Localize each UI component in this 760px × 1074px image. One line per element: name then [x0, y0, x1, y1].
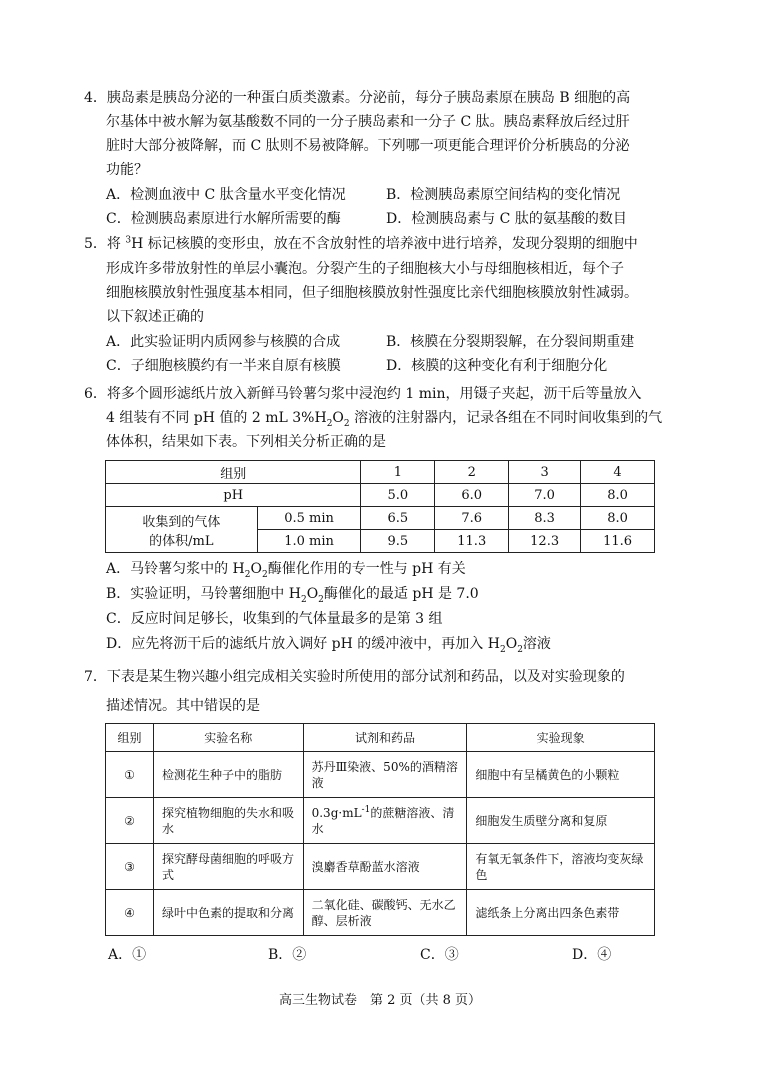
- q5-option-a: A．此实验证明内质网参与核膜的合成: [106, 334, 341, 350]
- table-row: [106, 890, 655, 936]
- header-cell: 实验名称: [153, 724, 303, 752]
- option-text: B．实验证明，马铃薯细胞中 H: [106, 586, 301, 602]
- value-cell: 8.0: [581, 507, 655, 530]
- q5-option-c: C．子细胞核膜约有一半来自原有核膜: [106, 358, 341, 374]
- q4-line-3: 脏时大部分被降解，而 C 肽则不易被降解。下列哪一项更能合理评价分析胰岛的分泌: [106, 138, 630, 154]
- value-cell: 11.6: [581, 530, 655, 553]
- row-number: ④: [106, 890, 154, 936]
- q7-option-a: A．①: [108, 947, 147, 963]
- q4-option-a: A．检测血液中 C 肽含量水平变化情况: [106, 187, 346, 203]
- group-cell: 3: [509, 461, 581, 484]
- q6-option-c: C．反应时间足够长，收集到的气体量最多的是第 3 组: [106, 611, 443, 627]
- reagent-cell: 苏丹Ⅲ染液、50%的酒精溶液: [303, 752, 467, 798]
- q6-line-2: [106, 409, 662, 427]
- row-number: ③: [106, 844, 154, 890]
- q5-option-d: D．核膜的这种变化有利于细胞分化: [386, 358, 608, 374]
- table-row: [106, 507, 655, 530]
- experiment-name: 探究酵母菌细胞的呼吸方式: [153, 844, 303, 890]
- q4-option-c: C．检测胰岛素原进行水解所需要的酶: [106, 211, 341, 227]
- experiment-name: 探究植物细胞的失水和吸水: [153, 798, 303, 844]
- value-cell: 9.5: [361, 530, 435, 553]
- value-cell: 6.5: [361, 507, 435, 530]
- ph-cell: 8.0: [581, 484, 655, 507]
- option-text: O: [505, 636, 518, 652]
- subscript: 2: [343, 418, 350, 429]
- table-row: [106, 752, 655, 798]
- q6-text: 溶液的注射器内，记录各组在不同时间收集到的气: [349, 410, 663, 426]
- reagent-cell: 二氧化硅、碳酸钙、无水乙醇、层析液: [303, 890, 467, 936]
- q6-option-a: [106, 560, 466, 578]
- q6-line-1: 6．将多个圆形滤纸片放入新鲜马铃薯匀浆中浸泡约 1 min，用镊子夹起，沥干后等量放入: [84, 386, 642, 402]
- q6-text: O: [332, 410, 344, 426]
- q5-line-3: 细胞核膜放射性强度基本相同，但子细胞核膜放射性强度比亲代细胞核膜放射性减弱。: [106, 285, 638, 301]
- q7-option-d: D．④: [572, 947, 612, 963]
- ph-cell: 5.0: [361, 484, 435, 507]
- value-cell: 11.3: [435, 530, 509, 553]
- table-row: [106, 798, 655, 844]
- group-cell: 2: [435, 461, 509, 484]
- result-cell: 滤纸条上分离出四条色素带: [467, 890, 655, 936]
- q7-line-1: 7．下表是某生物兴趣小组完成相关实验时所使用的部分试剂和药品，以及对实验现象的: [84, 669, 625, 685]
- time-cell: 1.0 min: [257, 530, 361, 553]
- table-row: [106, 724, 655, 752]
- value-cell: 12.3: [509, 530, 581, 553]
- q5-option-b: B．核膜在分裂期裂解，在分裂间期重建: [386, 334, 635, 350]
- value-cell: 8.3: [509, 507, 581, 530]
- option-text: A．马铃薯匀浆中的 H: [106, 561, 245, 577]
- option-text: 酶催化的最适 pH 是 7.0: [323, 586, 479, 602]
- table-row: [106, 484, 655, 507]
- header-gas-line-2: 的体积/mL: [149, 533, 214, 549]
- header-cell: 组别: [106, 724, 154, 752]
- table-row: [106, 461, 655, 484]
- q5-line-4: 以下叙述正确的: [106, 309, 204, 325]
- experiment-name: 检测花生种子中的脂肪: [153, 752, 303, 798]
- group-cell: 4: [581, 461, 655, 484]
- subscript: 2: [517, 644, 523, 655]
- row-number: ②: [106, 798, 154, 844]
- header-gas-volume: [106, 507, 258, 553]
- value-cell: 7.6: [435, 507, 509, 530]
- ph-cell: 6.0: [435, 484, 509, 507]
- header-gas-line-1: 收集到的气体: [142, 514, 221, 530]
- q6-text: 4 组装有不同 pH 值的 2 mL 3%H: [106, 410, 327, 426]
- row-number: ①: [106, 752, 154, 798]
- q7-option-c: C．③: [420, 947, 459, 963]
- q6-option-b: [106, 585, 479, 603]
- q5-line-2: 形成许多带放射性的单层小囊泡。分裂产生的子细胞核大小与母细胞核相近，每个子: [106, 261, 624, 277]
- header-cell: 实验现象: [467, 724, 655, 752]
- q4-line-1: 4．胰岛素是胰岛分泌的一种蛋白质类激素。分泌前，每分子胰岛素原在胰岛 B 细胞的高: [84, 90, 631, 106]
- q4-option-d: D．检测胰岛素与 C 肽的氨基酸的数目: [386, 211, 627, 227]
- result-cell: 细胞发生质壁分离和复原: [467, 798, 655, 844]
- q4-line-4: 功能？: [106, 162, 148, 178]
- q7-line-2: 描述情况。其中错误的是: [106, 698, 260, 714]
- unit-superscript: -1: [361, 804, 371, 815]
- reagent-cell: [303, 798, 467, 844]
- q6-line-3: 体体积，结果如下表。下列相关分析正确的是: [106, 434, 386, 450]
- page-footer: 高三生物试卷 第 2 页（共 8 页）: [278, 993, 482, 1008]
- reagent-text: 0.3g·mL: [311, 805, 362, 820]
- option-text: 酶催化作用的专一性与 pH 有关: [267, 561, 466, 577]
- time-cell: 0.5 min: [257, 507, 361, 530]
- reagent-cell: 溴麝香草酚蓝水溶液: [303, 844, 467, 890]
- ph-cell: 7.0: [509, 484, 581, 507]
- subscript: 2: [326, 418, 333, 429]
- q4-option-b: B．检测胰岛素原空间结构的变化情况: [386, 187, 621, 203]
- q5-text: 5．将: [84, 236, 126, 252]
- q5-line-1: [84, 235, 638, 253]
- result-cell: 有氧无氧条件下，溶液均变灰绿色: [467, 844, 655, 890]
- subscript: 2: [262, 569, 268, 580]
- subscript: 2: [244, 569, 251, 580]
- subscript: 2: [499, 644, 506, 655]
- option-text: 溶液: [522, 636, 551, 652]
- option-text: D．应先将沥干后的滤纸片放入调好 pH 的缓冲液中，再加入 H: [106, 636, 500, 652]
- header-cell: 试剂和药品: [303, 724, 467, 752]
- table-row: [106, 844, 655, 890]
- reagent-text: 的蔗糖溶液、清水: [311, 805, 455, 836]
- q7-experiment-table: [105, 723, 655, 936]
- subscript: 2: [318, 594, 324, 605]
- option-text: O: [250, 561, 262, 577]
- header-ph: pH: [106, 484, 361, 507]
- q6-option-d: [106, 635, 551, 653]
- experiment-name: 绿叶中色素的提取和分离: [153, 890, 303, 936]
- q6-data-table: [105, 460, 655, 553]
- q5-text: H 标记核膜的变形虫，放在不含放射性的培养液中进行培养，发现分裂期的细胞中: [131, 236, 638, 252]
- isotope-superscript: 3: [125, 235, 132, 246]
- header-group: 组别: [106, 461, 361, 484]
- group-cell: 1: [361, 461, 435, 484]
- q7-option-b: B．②: [268, 947, 307, 963]
- option-text: O: [306, 586, 319, 602]
- q4-line-2: 尔基体中被水解为氨基酸数不同的一分子胰岛素和一分子 C 肽。胰岛素释放后经过肝: [106, 114, 630, 130]
- result-cell: 细胞中有呈橘黄色的小颗粒: [467, 752, 655, 798]
- subscript: 2: [300, 594, 307, 605]
